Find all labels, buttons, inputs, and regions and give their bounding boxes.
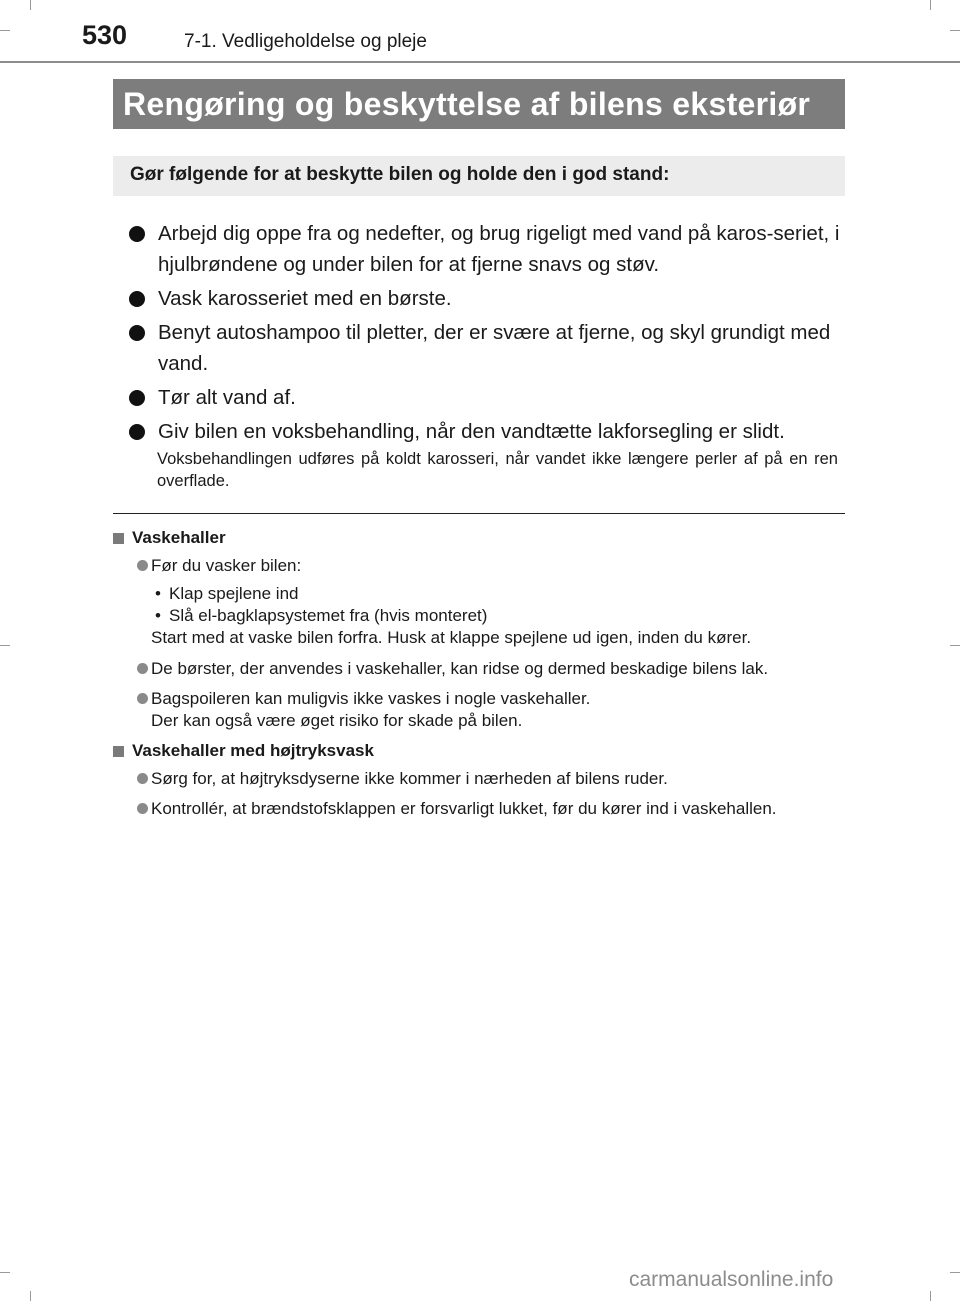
crop-mark [930,0,931,10]
square-bullet-icon [113,533,124,544]
sub-heading [113,740,845,762]
section-divider [113,513,845,514]
detail-item [113,798,845,820]
watermark: carmanualsonline.info [629,1268,834,1291]
bullet-icon [137,560,148,571]
bullet-icon [129,226,145,242]
list-item [129,218,841,280]
bullet-icon [137,693,148,704]
crop-mark [30,0,31,10]
list-item [129,416,841,447]
bullet-icon [137,663,148,674]
sub-bullet-item [151,605,845,627]
list-item-text: Giv bilen en voksbehandling, når den vandtætte lakforsegling er slidt. [158,420,785,443]
crop-mark [930,1291,931,1301]
detail-text: Før du vasker bilen: [151,556,302,575]
bullet-icon [129,291,145,307]
list-item [129,317,841,379]
sub-heading-text: Vaskehaller [132,528,226,547]
page-number: 530 [82,20,128,50]
list-item [129,382,841,413]
detail-text: Start med at vaske bilen forfra. Husk at klappe spejlene ud igen, inden du kører. [151,628,752,647]
sub-bullet-text: Slå el-bagklapsystemet fra (hvis monteret) [169,606,488,625]
detail-text: Der kan også være øget risiko for skade på bilen. [151,711,523,730]
intro-box: Gør følgende for at beskytte bilen og holde den i god stand: [113,156,845,196]
crop-mark [0,645,10,646]
crop-mark [30,1291,31,1301]
list-item-text: Benyt autoshampoo til pletter, der er svære at fjerne, og skyl grundigt med vand. [158,321,831,375]
detail-text: Sørg for, at højtryksdyserne ikke kommer i nærheden af bilens ruder. [151,769,668,788]
small-bullet-icon: • [155,606,161,625]
bullet-icon [137,803,148,814]
bullet-icon [129,390,145,406]
list-item-text: Arbejd dig oppe fra og nedefter, og brug rigeligt med vand på karos-seriet, i hjulbrøndene og under bilen for at fjerne snavs og støv. [158,222,840,276]
header-divider [0,61,960,63]
detail-subblock [113,583,845,649]
detail-item [113,768,845,790]
detail-text: Bagspoileren kan muligvis ikke vaskes i nogle vaskehaller. [151,689,591,708]
crop-mark [0,30,10,31]
chapter-title: 7-1. Vedligeholdelse og pleje [184,31,427,52]
detail-item [113,688,845,732]
sub-heading-text: Vaskehaller med højtryksvask [132,741,374,760]
section-title: Rengøring og beskyttelse af bilens eksteriør [113,79,845,129]
main-list [129,218,841,450]
sub-bullet-text: Klap spejlene ind [169,584,299,603]
details-section [113,524,845,828]
list-item-text: Tør alt vand af. [158,386,296,409]
detail-item [113,555,845,577]
square-bullet-icon [113,746,124,757]
crop-mark [950,30,960,31]
list-item [129,283,841,314]
crop-mark [0,1272,10,1273]
crop-mark [950,645,960,646]
detail-text: De børster, der anvendes i vaskehaller, kan ridse og dermed beskadige bilens lak. [151,659,769,678]
sub-bullet-item [151,583,845,605]
bullet-icon [129,325,145,341]
detail-item [113,658,845,680]
sub-heading [113,527,845,549]
crop-mark [950,1272,960,1273]
list-item-text: Vask karosseriet med en børste. [158,287,452,310]
bullet-icon [129,424,145,440]
bullet-icon [137,773,148,784]
small-bullet-icon: • [155,584,161,603]
detail-text: Kontrollér, at brændstofsklappen er forsvarligt lukket, før du kører ind i vaskehallen. [151,799,777,818]
wax-note: Voksbehandlingen udføres på koldt karosseri, når vandet ikke længere perler af på en ren overflade. [157,450,838,490]
